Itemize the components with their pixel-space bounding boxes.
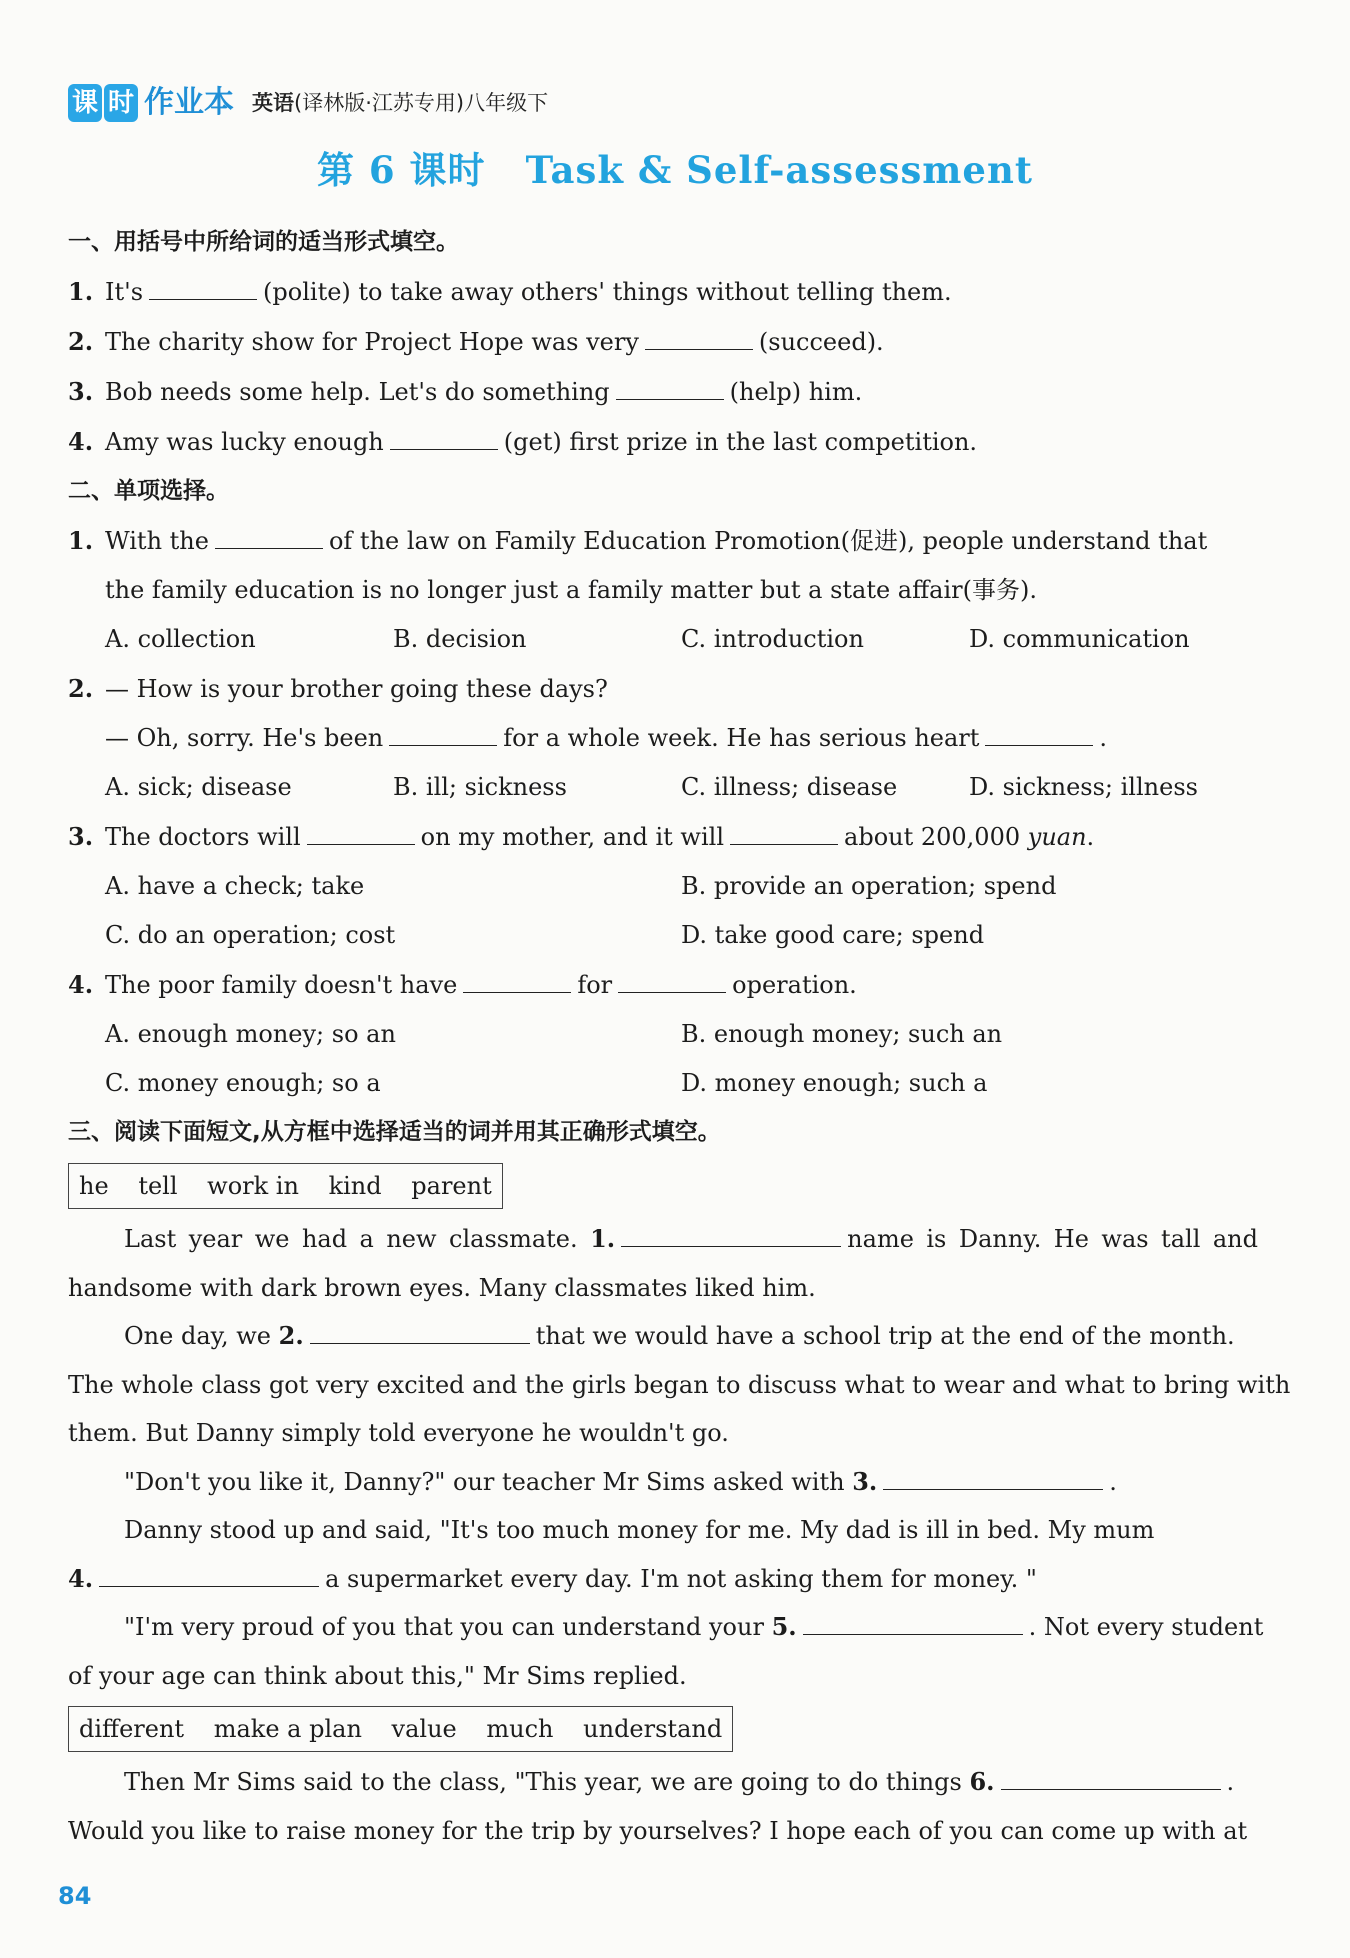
passage-line: Would you like to raise money for the trip by yourselves? I hope each of you can come up with at [68, 1816, 1248, 1845]
section-heading: 三、阅读下面短文,从方框中选择适当的词并用其正确形式填空。 [68, 1119, 721, 1145]
option[interactable]: D. sickness; illness [969, 773, 1198, 801]
options-row [68, 862, 1258, 911]
answer-blank[interactable] [390, 427, 498, 450]
answer-blank[interactable] [883, 1467, 1103, 1490]
section-heading: 二、单项选择。 [68, 478, 229, 504]
options-row [68, 911, 1258, 960]
question-item: 2. — How is your brother going these days? [68, 674, 608, 703]
answer-blank[interactable] [645, 327, 753, 350]
word-option: parent [411, 1172, 492, 1200]
option[interactable]: B. decision [393, 625, 527, 653]
worksheet-content [68, 218, 1291, 1855]
answer-blank[interactable] [463, 970, 571, 993]
logo-char: 课 [68, 84, 102, 122]
passage-line: Danny stood up and said, "It's too much money for me. My dad is ill in bed. My mum [124, 1516, 1155, 1544]
passage [68, 1758, 1258, 1855]
word-option: much [486, 1715, 554, 1743]
word-option: work in [207, 1172, 299, 1200]
passage-line: 4. a supermarket every day. I'm not asking them for money. " [68, 1563, 1037, 1593]
answer-blank[interactable] [616, 377, 724, 400]
answer-blank[interactable] [985, 723, 1093, 746]
option[interactable]: D. money enough; such a [681, 1069, 988, 1097]
passage [68, 1215, 1291, 1700]
answer-blank[interactable] [307, 822, 415, 845]
answer-blank[interactable] [730, 822, 838, 845]
option[interactable]: A. enough money; so an [105, 1020, 396, 1048]
book-subtitle: 英语(译林版·江苏专用)八年级下 [252, 91, 549, 115]
options-row [68, 1010, 1258, 1059]
options-row [68, 1059, 1258, 1108]
passage-line: "Don't you like it, Danny?" our teacher Mr Sims asked with 3. . [124, 1466, 1117, 1496]
question-item: 4. The poor family doesn't have for operation. [68, 970, 857, 999]
question-item: 2. The charity show for Project Hope was very (succeed). [68, 327, 884, 356]
passage-line: Then Mr Sims said to the class, "This year, we are going to do things 6. . [124, 1767, 1235, 1796]
passage-line: them. But Danny simply told everyone he wouldn't go. [68, 1419, 729, 1447]
logo-char: 时 [104, 84, 138, 122]
word-option: tell [138, 1172, 178, 1200]
section-heading: 一、用括号中所给词的适当形式填空。 [68, 229, 459, 255]
answer-blank[interactable] [149, 277, 257, 300]
option[interactable]: B. ill; sickness [393, 773, 567, 801]
answer-blank[interactable] [99, 1564, 319, 1587]
option[interactable]: C. do an operation; cost [105, 921, 396, 949]
question-item: 1. It's (polite) to take away others' things without telling them. [68, 277, 952, 306]
lesson-number: 第 6 课时 [317, 148, 486, 192]
passage-line: of your age can think about this," Mr Sims replied. [68, 1661, 687, 1690]
passage-line: "I'm very proud of you that you can understand your 5. . Not every student [124, 1612, 1264, 1641]
answer-blank[interactable] [621, 1224, 841, 1247]
word-option: different [79, 1715, 185, 1743]
word-option: value [391, 1715, 457, 1743]
option[interactable]: A. sick; disease [105, 773, 292, 801]
option[interactable]: C. introduction [681, 625, 864, 653]
answer-blank[interactable] [618, 970, 726, 993]
answer-blank[interactable] [803, 1612, 1023, 1635]
passage-line: handsome with dark brown eyes. Many classmates liked him. [68, 1273, 816, 1302]
question-item: 1. With the of the law on Family Education Promotion(促进), people understand that [68, 526, 1208, 555]
question-item: 3. Bob needs some help. Let's do something (help) him. [68, 377, 863, 406]
word-option: kind [328, 1172, 382, 1200]
passage-line: Last year we had a new classmate. 1. name is Danny. He was tall and [124, 1224, 1258, 1253]
options-row [68, 615, 1258, 664]
question-text: the family education is no longer just a family matter but a state affair(事务). [105, 576, 1037, 604]
word-option: understand [583, 1715, 723, 1743]
page-number: 84 [58, 1882, 92, 1910]
header [68, 80, 548, 122]
question-text: — Oh, sorry. He's been for a whole week. He has serious heart . [105, 724, 1108, 752]
word-option: he [79, 1172, 109, 1200]
passage-line: The whole class got very excited and the girls began to discuss what to wear and what to bring with [68, 1370, 1291, 1399]
word-box [68, 1706, 733, 1752]
option[interactable]: D. take good care; spend [681, 921, 985, 949]
question-item: 3. The doctors will on my mother, and it will about 200,000 yuan. [68, 822, 1095, 851]
option[interactable]: A. collection [105, 625, 256, 653]
logo [68, 84, 138, 122]
word-box [68, 1163, 503, 1209]
answer-blank[interactable] [310, 1321, 530, 1344]
word-option: make a plan [213, 1715, 362, 1743]
answer-blank[interactable] [389, 723, 497, 746]
option[interactable]: B. provide an operation; spend [681, 872, 1057, 900]
answer-blank[interactable] [1001, 1767, 1221, 1790]
options-row [68, 763, 1258, 812]
lesson-topic: Task & Self-assessment [525, 148, 1033, 192]
option[interactable]: C. illness; disease [681, 773, 898, 801]
question-item: 4. Amy was lucky enough (get) first prize in the last competition. [68, 427, 978, 456]
passage-line: One day, we 2. that we would have a school trip at the end of the month. [124, 1321, 1235, 1350]
answer-blank[interactable] [215, 526, 323, 549]
lesson-title [0, 140, 1350, 194]
option[interactable]: C. money enough; so a [105, 1069, 381, 1097]
book-title: 作业本 [144, 85, 235, 120]
option[interactable]: A. have a check; take [105, 872, 365, 900]
option[interactable]: D. communication [969, 625, 1190, 653]
option[interactable]: B. enough money; such an [681, 1020, 1003, 1048]
